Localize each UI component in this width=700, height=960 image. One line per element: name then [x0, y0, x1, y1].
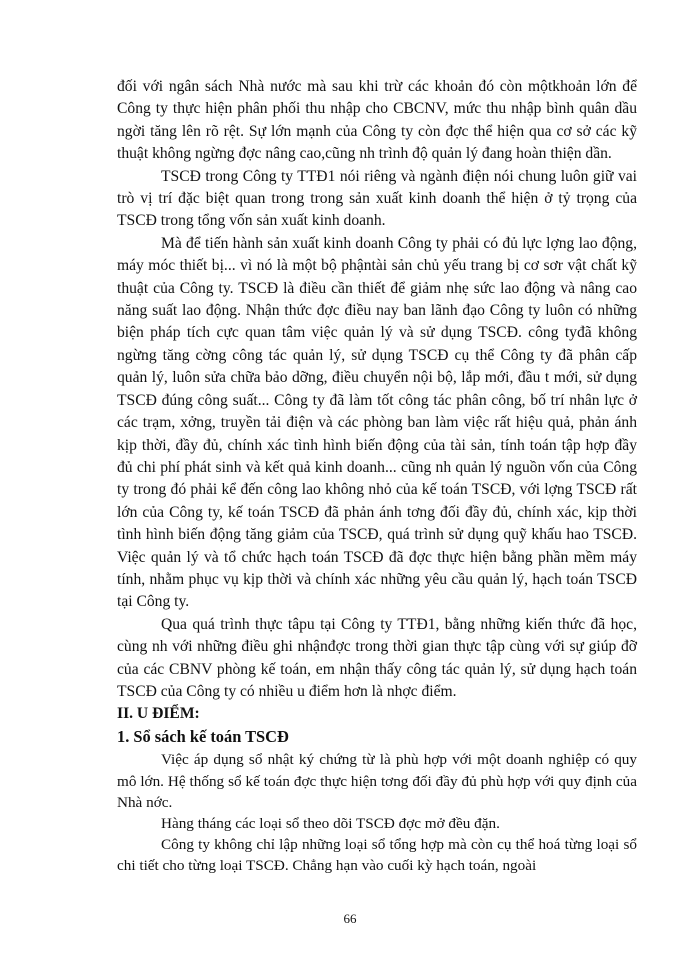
paragraph: Mà để tiến hành sản xuất kinh doanh Công ty phải có đủ lực lợng lao động, máy móc thiết bị... vì nó là một bộ phậntài sản chủ yếu trang bị cơ sơr vật chất kỹ thuật của Công ty. TSCĐ là điều cần thiết để giảm nhẹ sức lao động và nâng cao năng suất lao động. Nhận thức đợc điều nay ban lãnh đạo Công ty luôn có những biện pháp tích cực quan tâm việc quản lý và sử dụng TSCĐ. công tyđã không ngừng tăng cờng công tác quản lý, sử dụng TSCĐ cụ thể Công ty đã phân cấp quản lý, luôn sửa chữa bảo dỡng, điều chuyển nội bộ, lắp mới, đầu t mới, sử dụng TSCĐ đúng công suất... Công ty đã làm tốt công tác phân công, bố trí nhân lực ở các trạm, xởng, truyền tải điện và các phòng ban làm việc rất hiệu quả, phản ánh kịp thời, đầy đủ, chính xác tình hình biến động của tài sản, tính toán tập hợp đầy đủ chi phí phát sinh và kết quả kinh doanh... cũng nh quản lý nguồn vốn của Công ty trong đó phải kể đến công lao không nhỏ của kế toán TSCĐ, với lợng TSCĐ rất lớn của Công ty, kế toán TSCĐ đã phản ánh tơng đối đầy đủ, chính xác, kịp thời tình hình biến động tăng giảm của TSCĐ, quá trình sử dụng quỹ khấu hao TSCĐ. Việc quản lý và tổ chức hạch toán TSCĐ đã đợc thực hiện bằng phần mềm máy tính, nhằm phục vụ kịp thời và chính xác những yêu cầu quản lý, hạch toán TSCĐ tại Công ty. — [117, 234, 637, 611]
section-heading: II. U ĐIỂM: — [117, 705, 200, 723]
page-number: 66 — [343, 911, 357, 926]
paragraph: đối với ngân sách Nhà nước mà sau khi trừ các khoản đó còn mộtkhoản lớn để Công ty thực hiện phân phối thu nhập cho CBCNV, mức thu nhập bình quân dầu ngời tăng lên rõ rệt. Sự lớn mạnh của Công ty còn đợc thể hiện qua cơ sở các kỹ thuật không ngừng đợc nâng cao,cũng nh trình độ quản lý đang hoàn thiện dần. — [117, 78, 637, 163]
paragraph: Công ty không chỉ lập những loại sổ tổng hợp mà còn cụ thể hoá từng loại sổ chi tiết cho từng loại TSCĐ. Chẳng hạn vào cuối kỳ hạch toán, ngoài — [117, 836, 637, 875]
paragraph: Qua quá trình thực tâpu tại Công ty TTĐ1, bằng những kiến thức đã học, cùng nh với những điều ghi nhậnđợc trong thời gian thực tập cùng với sự giúp đỡ của các CBNV phòng kế toán, em nhận thấy công tác quản lý, sử dụng hạch toán TSCĐ của Công ty có nhiều u điểm hơn là nhợc điểm. — [117, 615, 637, 700]
paragraph: Hàng tháng các loại sổ theo dõi TSCĐ đợc mở đều đặn. — [161, 814, 500, 832]
paragraph: Việc áp dụng sổ nhật ký chứng từ là phù hợp với một doanh nghiệp có quy mô lớn. Hệ thống sổ kế toán đợc thực hiện tơng đối đầy đủ phù hợp với quy định của Nhà nớc. — [117, 751, 637, 811]
paragraph: TSCĐ trong Công ty TTĐ1 nói riêng và ngành điện nói chung luôn giữ vai trò vị trí đặc biệt quan trong trong sản xuất kinh doanh thể hiện ở tỷ trọng của TSCĐ trong tổng vốn sản xuất kinh doanh. — [117, 167, 637, 230]
subsection-heading: 1. Sổ sách kế toán TSCĐ — [117, 727, 289, 747]
document-body — [117, 76, 637, 877]
